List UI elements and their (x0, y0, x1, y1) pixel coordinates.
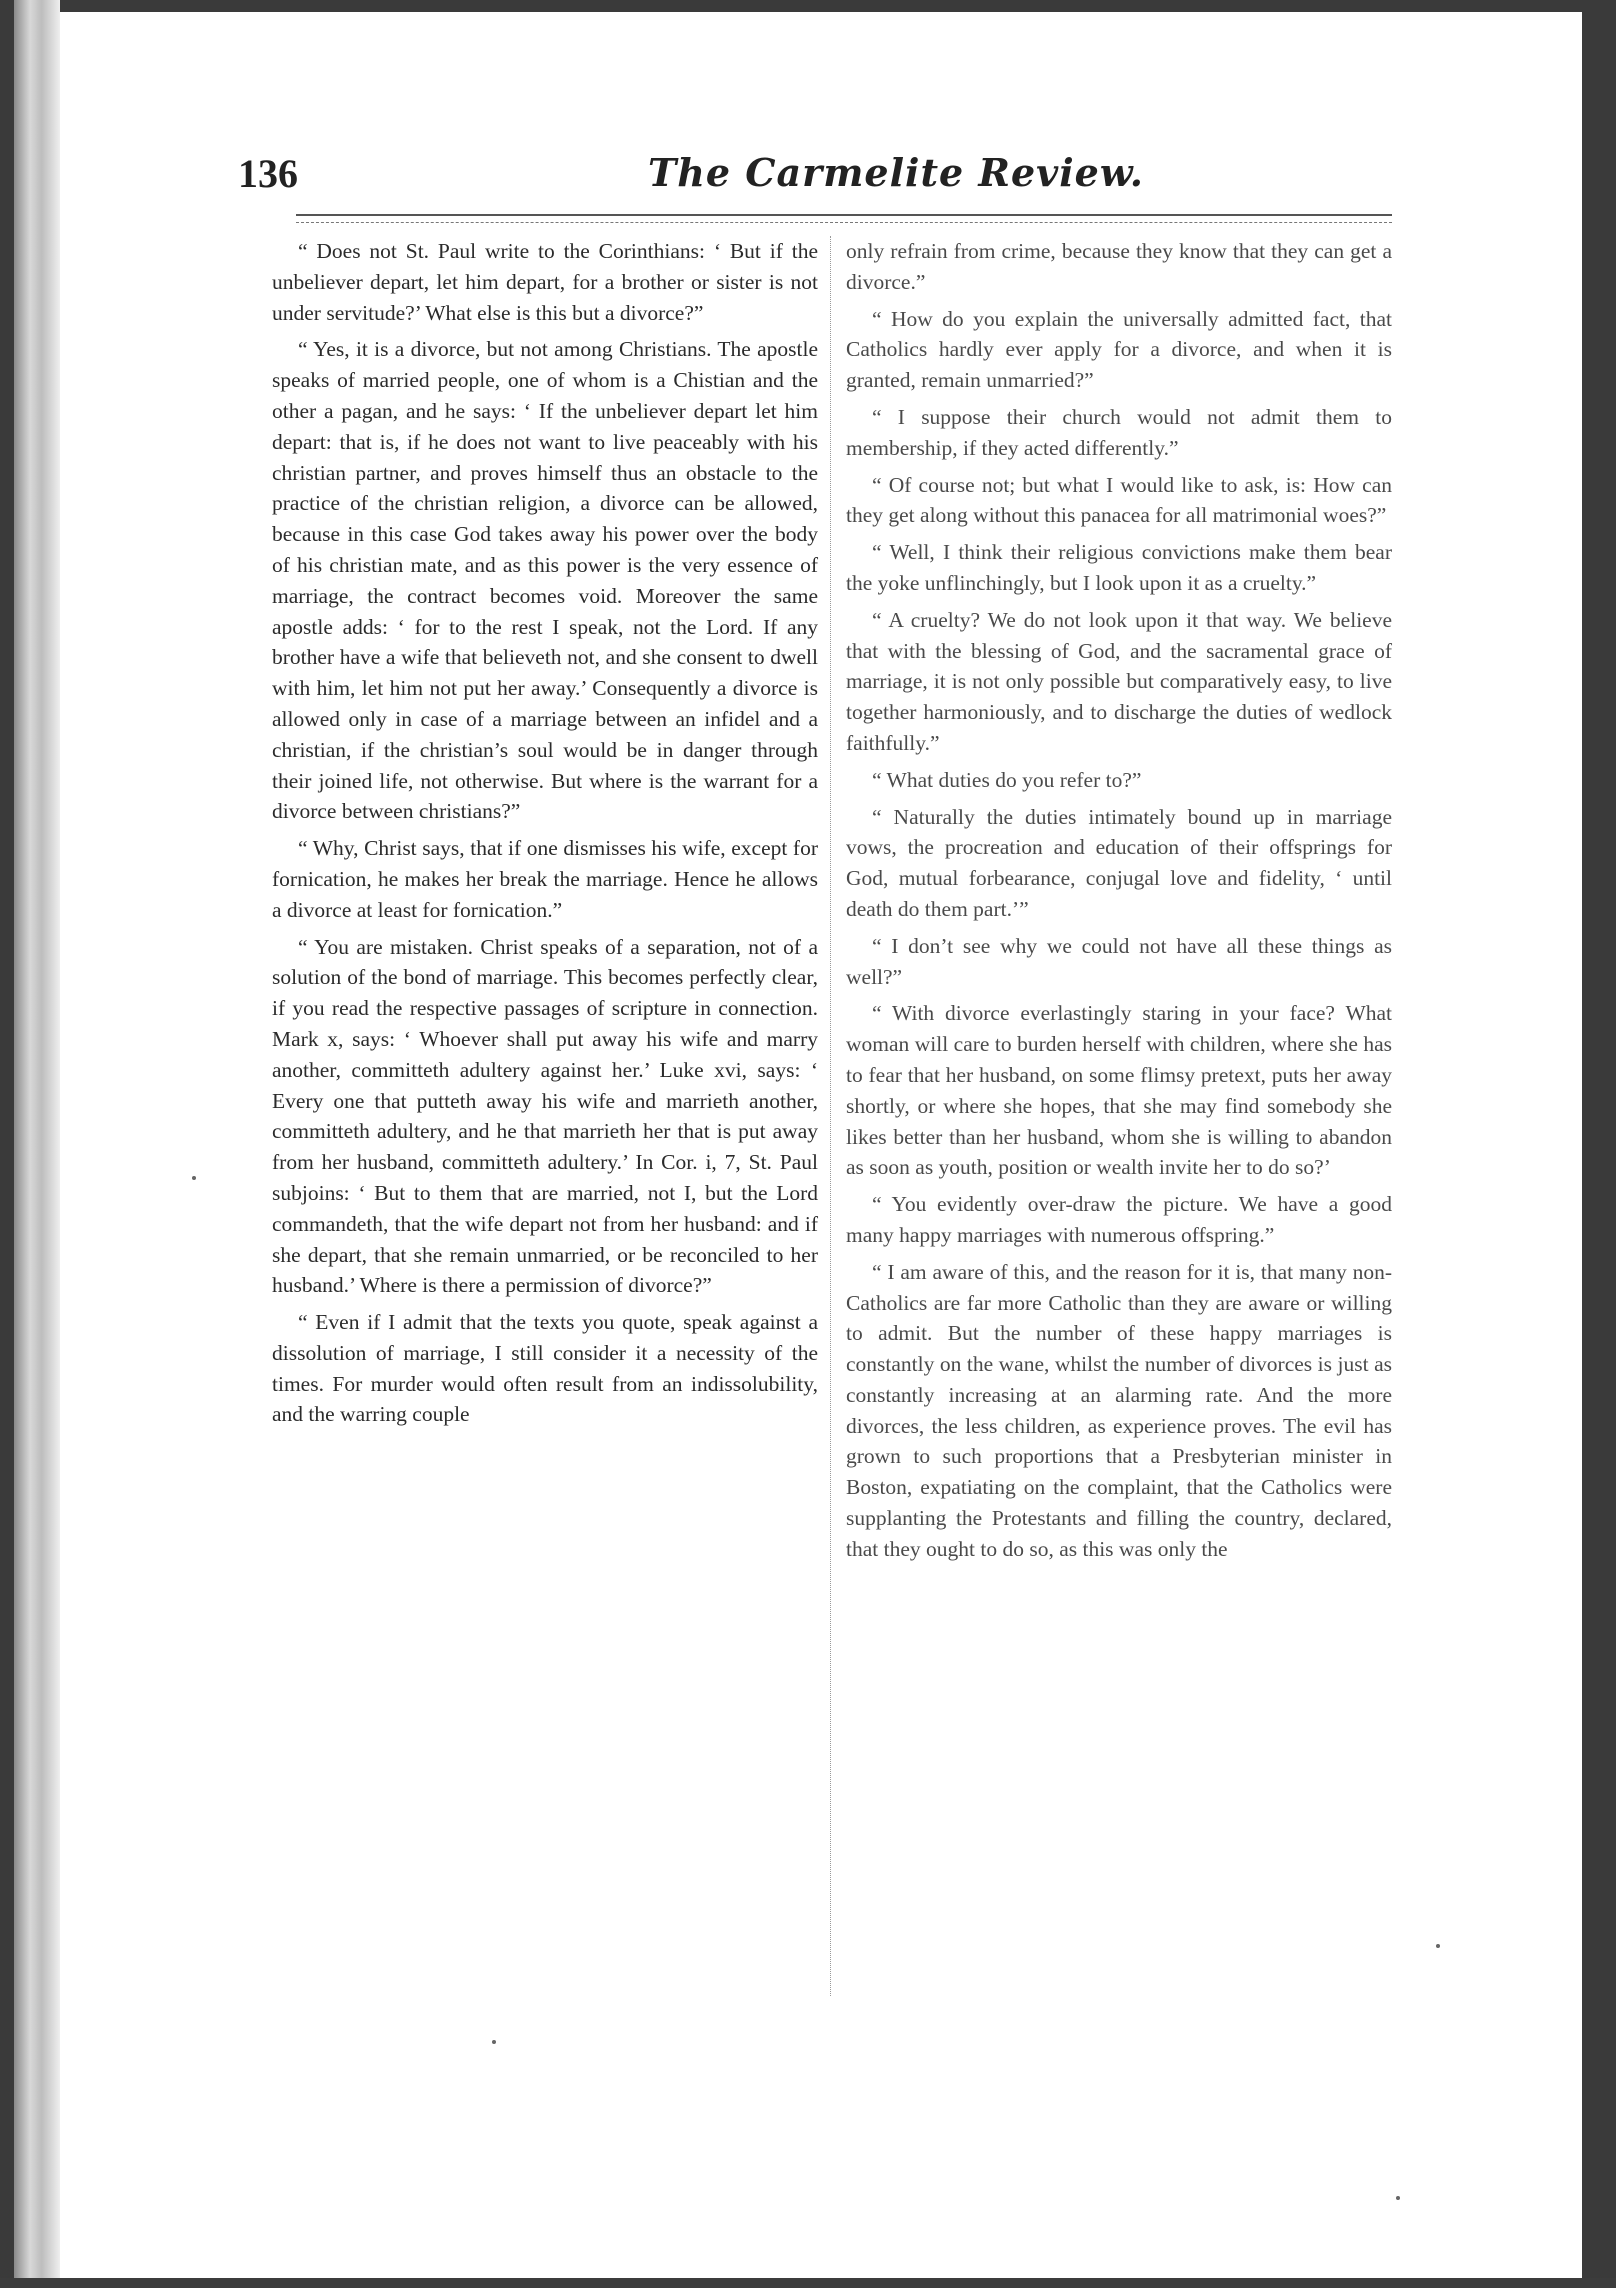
right-column (846, 236, 1392, 1571)
column-divider (830, 236, 831, 1996)
paragraph: “ Yes, it is a divorce, but not among Christians. The apostle speaks of married people, one of whom is a Chistian and the other a pagan, and he says: ‘ If the unbeliever depart let him depart: that is, if he does not want to live peaceably with his christian partner, and proves himself thus an obstacle to the practice of the christian religion, a divorce can be allowed, because in this case God takes away his power over the body of his christian mate, and as this power is the very essence of marriage, the contract becomes void. Moreover the same apostle adds: ‘ for to the rest I speak, not the Lord. If any brother have a wife that believeth not, and she consent to dwell with him, let him not put her away.’ Consequently a divorce is allowed only in case of a marriage between an infidel and a christian, if the christian’s soul would be in danger through their joined life, not otherwise. But where is the warrant for a divorce between christians?” (272, 337, 818, 824)
scan-edge-top (0, 0, 1616, 12)
scan-speck (1436, 1944, 1440, 1948)
paragraph: “ I don’t see why we could not have all these things as well?” (846, 933, 1392, 989)
scan-edge-bottom (0, 2278, 1616, 2288)
header-rule (296, 214, 1392, 216)
paragraph: “ How do you explain the universally admitted fact, that Catholics hardly ever apply for a divorce, and when it is granted, remain unmarried?” (846, 306, 1392, 393)
scan-binding-shadow (14, 0, 60, 2288)
scan-edge-right (1582, 0, 1616, 2288)
page-number: 136 (238, 151, 298, 196)
paragraph: “ A cruelty? We do not look upon it that way. We believe that with the blessing of God, and the sacramental grace of marriage, it is not only possible but comparatively easy, to live together harmoniously, and to discharge the duties of wedlock faithfully.” (846, 607, 1392, 755)
paragraph: “ Of course not; but what I would like to ask, is: How can they get along without this panacea for all matrimonial woes?” (846, 472, 1392, 528)
paragraph: only refrain from crime, because they know that they can get a divorce.” (846, 239, 1392, 294)
left-column (272, 236, 818, 1436)
scan-speck (192, 1176, 196, 1180)
paragraph: “ What duties do you refer to?” (872, 767, 1142, 792)
scan-speck (1396, 2196, 1400, 2200)
paragraph: “ I suppose their church would not admit them to membership, if they acted differently.” (846, 404, 1392, 460)
paragraph: “ Does not St. Paul write to the Corinthians: ‘ But if the unbeliever depart, let him depart, for a brother or sister is not under servitude?’ What else is this but a divorce?” (272, 239, 818, 325)
paragraph: “ Well, I think their religious convictions make them bear the yoke unflinchingly, but I look upon it as a cruelty.” (846, 540, 1392, 595)
paragraph: “ You evidently over-draw the picture. We have a good many happy marriages with numerous offspring.” (846, 1192, 1392, 1247)
header-rule-dashed (296, 222, 1392, 223)
paragraph: “ Naturally the duties intimately bound up in marriage vows, the procreation and education of their offsprings for God, mutual forbearance, conjugal love and fidelity, ‘ until death do them part.’” (846, 804, 1392, 921)
running-title: The Carmelite Review. (648, 150, 1144, 195)
scan-speck (492, 2040, 496, 2044)
scan-edge-left (0, 0, 14, 2288)
paragraph: “ With divorce everlastingly staring in your face? What woman will care to burden herself with children, where she has to fear that her husband, on some flimsy pretext, puts her away shortly, or where she hopes, that she may find somebody she likes better than her husband, whom she is willing to abandon as soon as youth, position or wealth invite her to do so?’ (846, 1001, 1392, 1180)
paragraph: “ Why, Christ says, that if one dismisses his wife, except for fornication, he makes her break the marriage. Hence he allows a divorce at least for fornication.” (272, 836, 818, 922)
paragraph: “ You are mistaken. Christ speaks of a separation, not of a solution of the bond of marriage. This becomes perfectly clear, if you read the respective passages of scripture in connection. Mark x, says: ‘ Whoever shall put away his wife and marry another, committeth adultery against her.’ Luke xvi, says: ‘ Every one that putteth away his wife and marrieth another, committeth adultery, and he that marrieth her that is put away from her husband, committeth adultery.’ In Cor. i, 7, St. Paul subjoins: ‘ But to them that are married, not I, but the Lord commandeth, that the wife depart not from her husband: and if she depart, that she remain unmarried, or be reconciled to her husband.’ Where is there a permission of divorce?” (272, 934, 818, 1298)
paragraph: “ Even if I admit that the texts you quote, speak against a dissolution of marriage, I still consider it a necessity of the times. For murder would often result from an indissolubility, and the warring couple (272, 1310, 818, 1427)
paragraph: “ I am aware of this, and the reason for it is, that many non-Catholics are far more Catholic than they are aware or willing to admit. But the number of these happy marriages is constantly on the wane, whilst the number of divorces is just as constantly increasing at an alarming rate. And the more divorces, the less children, as experience proves. The evil has grown to such proportions that a Presbyterian minister in Boston, expatiating on the complaint, that the Catholics were supplanting the Protestants and filling the country, declared, that they ought to do so, as this was only the (846, 1259, 1392, 1561)
page-header (238, 150, 1398, 202)
